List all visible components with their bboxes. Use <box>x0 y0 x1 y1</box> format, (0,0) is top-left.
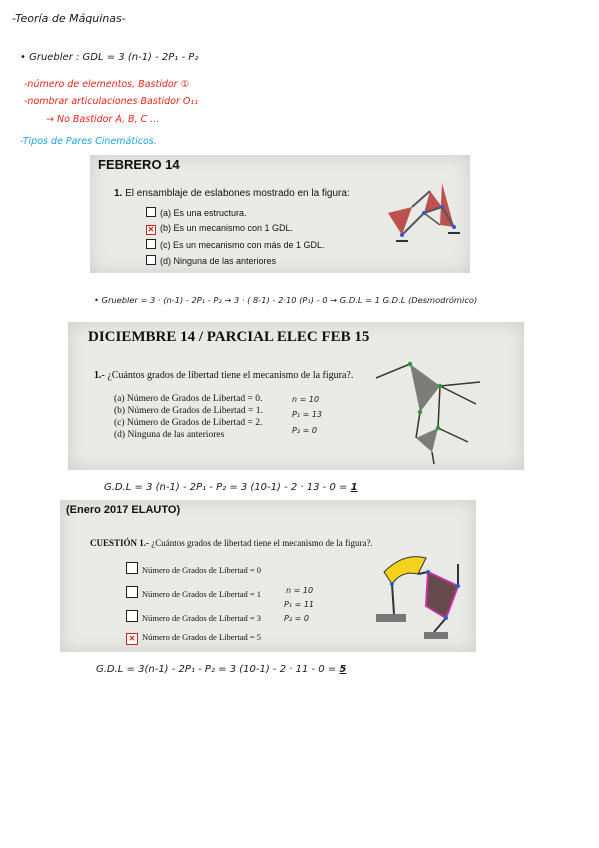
exam3-p1: P₁ = 11 <box>284 600 314 609</box>
mechanism-diagram-1 <box>380 173 465 253</box>
exam1-option-a <box>146 207 247 218</box>
checkbox <box>146 239 156 249</box>
mechanism-diagram-2 <box>358 342 518 467</box>
option-label: (b) Es un mecanismo con 1 GDL. <box>160 223 294 233</box>
option-label: Número de Grados de Libertad = 1 <box>142 589 262 599</box>
note-red-1: -número de elementos, Bastidor ① <box>24 79 190 90</box>
exam1-heading: FEBRERO 14 <box>98 157 180 172</box>
exam3-result: 5 <box>339 664 347 675</box>
exam3-option-c <box>126 610 261 623</box>
option-label: (c) Es un mecanismo con más de 1 GDL. <box>160 240 325 250</box>
checkbox <box>146 255 156 265</box>
page-title: -Teoría de Máquinas- <box>12 12 126 25</box>
option-label: (d) Ninguna de las anteriores <box>160 256 277 266</box>
checkbox-checked: ✕ <box>147 225 155 234</box>
exam3-solution <box>96 664 346 675</box>
exam3-solution-text: G.D.L = 3(n-1) - 2P₁ - P₂ = 3 (10-1) - 2 · 11 - 0 = <box>96 664 337 675</box>
note-red-2: -nombrar articulaciones Bastidor O₁₁ <box>24 96 199 107</box>
exam1-question-number: 1. <box>114 188 123 199</box>
note-blue-1: -Tipos de Pares Cinemáticos. <box>20 136 157 147</box>
exam1-solution-note: (Desmodrómico) <box>407 295 478 305</box>
gruebler-formula: • Gruebler : GDL = 3 (n-1) - 2P₁ - P₂ <box>20 52 199 63</box>
exam2-solution-text: G.D.L = 3 (n-1) - 2P₁ - P₂ = 3 (10-1) - 2 · 13 - 0 = <box>104 482 348 493</box>
exam1-solution-text: • Gruebler = 3 · (n-1) - 2P₁ - P₂ → 3 · ( 8-1) - 2·10 (P₁) - 0 → G.D.L = 1 G.D.L <box>94 295 406 305</box>
note-red-3: → No Bastidor A, B, C ... <box>46 114 160 125</box>
exam3-option-d <box>126 632 261 645</box>
exam2-question-text: ¿Cuántos grados de libertad tiene el mecanismo de la figura?. <box>107 370 354 381</box>
exam3-photo <box>60 500 476 652</box>
option-label: Número de Grados de Libertad = 5 <box>142 632 262 642</box>
exam1-question-text: El ensamblaje de eslabones mostrado en la figura: <box>125 188 350 199</box>
checkbox <box>126 610 138 622</box>
exam2-option-d: (d) Ninguna de las anteriores <box>114 430 225 440</box>
option-label: Número de Grados de Libertad = 3 <box>142 613 262 623</box>
exam2-option-b: (b) Número de Grados de Libertad = 1. <box>114 406 263 416</box>
mechanism-diagram-3 <box>356 544 471 649</box>
exam2-question-number: 1.- <box>94 370 105 381</box>
exam2-option-a: (a) Número de Grados de Libertad = 0. <box>114 394 263 404</box>
exam3-option-b <box>126 586 261 599</box>
exam2-n: n = 10 <box>292 395 320 404</box>
exam3-option-a <box>126 562 261 575</box>
exam1-solution <box>94 295 477 305</box>
exam3-question <box>90 538 373 548</box>
exam3-heading: (Enero 2017 ELAUTO) <box>66 504 181 516</box>
exam2-option-c: (c) Número de Grados de Libertad = 2. <box>114 418 263 428</box>
exam1-option-d <box>146 255 276 266</box>
exam3-question-text: ¿Cuántos grados de libertad tiene el mecanismo de la figura?. <box>151 538 373 548</box>
exam2-heading: DICIEMBRE 14 / PARCIAL ELEC FEB 15 <box>88 329 370 345</box>
exam2-p1: P₁ = 13 <box>292 410 322 419</box>
checkbox <box>126 586 138 598</box>
exam2-result: 1 <box>350 482 358 493</box>
exam2-photo <box>68 322 524 470</box>
exam2-question <box>94 370 353 381</box>
exam1-question <box>114 188 350 199</box>
exam1-option-c <box>146 239 325 250</box>
exam3-p2: P₂ = 0 <box>284 614 309 623</box>
option-label: Número de Grados de Libertad = 0 <box>142 565 262 575</box>
option-label: (a) Es una estructura. <box>160 208 247 218</box>
checkbox <box>126 562 138 574</box>
exam3-question-label: CUESTIÓN 1.- <box>90 538 150 548</box>
exam1-photo <box>90 155 470 273</box>
exam2-p2: P₂ = 0 <box>292 426 317 435</box>
exam2-solution <box>104 482 358 493</box>
checkbox <box>146 207 156 217</box>
checkbox-checked: ✕ <box>126 633 138 645</box>
exam1-option-b <box>146 223 293 235</box>
exam3-n: n = 10 <box>286 586 314 595</box>
